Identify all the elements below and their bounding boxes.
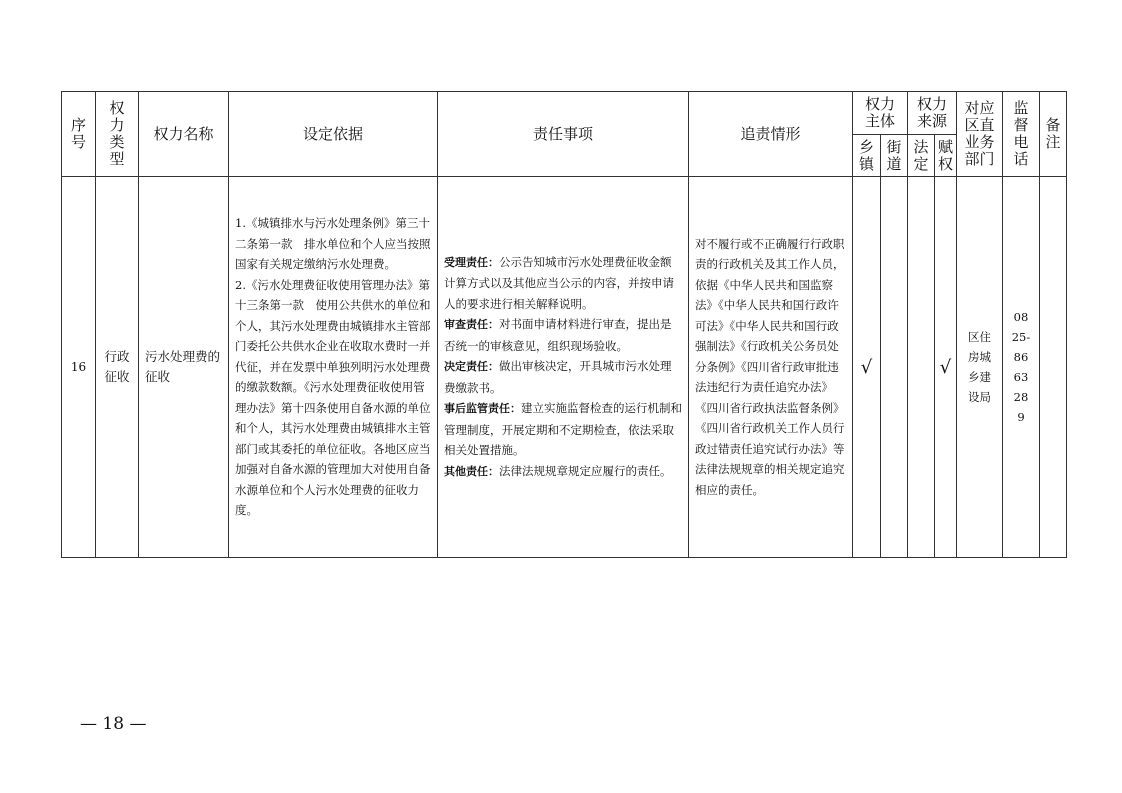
- row-subject-subdistrict-check: [881, 177, 908, 558]
- row-source-granted-check: √: [935, 177, 957, 558]
- header-phone: 监督电话: [1003, 92, 1040, 177]
- row-seq: 16: [62, 177, 96, 558]
- header-source-statutory: 法定: [908, 135, 935, 177]
- row-subject-township-check: √: [853, 177, 881, 558]
- header-subject: 权力主体: [853, 92, 908, 135]
- power-list-table: [61, 91, 1067, 558]
- basis-item-2: 2.《污水处理费征收使用管理办法》第十三条第一款 使用公共供水的单位和个人，其污水处理费由城镇排水主管部门委托公共供水企业在收取水费时一并代征，并在发票中单独列明污水处理费的缴款数额。《污水处理费征收使用管理办法》第十四条使用自备水源的单位和个人，其污水处理费由城镇排水主管部门或其委托的单位征收。各地区应当加强对自备水源的管理加大对使用自备水源单位和个人污水处理费的征收力度。: [235, 277, 431, 518]
- row-accountability: 对不履行或不正确履行行政职责的行政机关及其工作人员，依据《中华人民共和国监察法》《中华人民共和国行政许可法》《中华人民共和国行政强制法》《行政机关公务员处分条例》《四川省行政审批违法违纪行为责任追究办法》《四川省行政执法监督条例》《四川省行政机关工作人员行政过错责任追究试行办法》等法律法规规章的相关规定追究相应的责任。: [689, 177, 853, 558]
- row-duties: [438, 177, 689, 558]
- header-source: 权力来源: [908, 92, 957, 135]
- header-type: 权力类型: [96, 92, 139, 177]
- duty-item-review: 审查责任：对书面申请材料进行审查，提出是否统一的审核意见，组织现场验收。: [444, 317, 672, 353]
- duty-item-acceptance: 受理责任：公示告知城市污水处理费征收金额计算方式以及其他应当公示的内容，并按申请人的要求进行相关解释说明。: [444, 254, 674, 311]
- duty-item-supervision: 事后监管责任：建立实施监督检查的运行机制和管理制度，开展定期和不定期检查，依法采取相关处置措施。: [444, 401, 682, 458]
- header-source-granted: 赋权: [935, 135, 957, 177]
- header-name: 权力名称: [139, 92, 229, 177]
- header-subject-subdistrict: 街道: [881, 135, 908, 177]
- header-basis: 设定依据: [229, 92, 438, 177]
- header-duty: 责任事项: [438, 92, 689, 177]
- duty-item-other: 其他责任：法律法规规章规定应履行的责任。: [444, 463, 672, 478]
- row-name: 污水处理费的征收: [139, 177, 229, 558]
- row-remark: [1040, 177, 1067, 558]
- row-source-statutory-check: [908, 177, 935, 558]
- page-number: — 18 —: [80, 714, 147, 734]
- row-dept: 区住房城乡建设局: [957, 177, 1003, 558]
- table-row: [62, 177, 1067, 558]
- header-remark: 备注: [1040, 92, 1067, 177]
- row-phone: 0825-8663289: [1003, 177, 1040, 558]
- row-type: 行政征收: [96, 177, 139, 558]
- header-subject-township: 乡镇: [853, 135, 881, 177]
- basis-item-1: 1.《城镇排水与污水处理条例》第三十二条第一款 排水单位和个人应当按照国家有关规定缴纳污水处理费。: [235, 216, 431, 272]
- header-accountability: 追责情形: [689, 92, 853, 177]
- header-seq: 序号: [62, 92, 96, 177]
- header-row-1: [62, 92, 1067, 135]
- header-dept: 对应区直业务部门: [957, 92, 1003, 177]
- duty-item-decision: 决定责任：做出审核决定，开具城市污水处理费缴款书。: [444, 359, 672, 395]
- row-basis: [229, 177, 438, 558]
